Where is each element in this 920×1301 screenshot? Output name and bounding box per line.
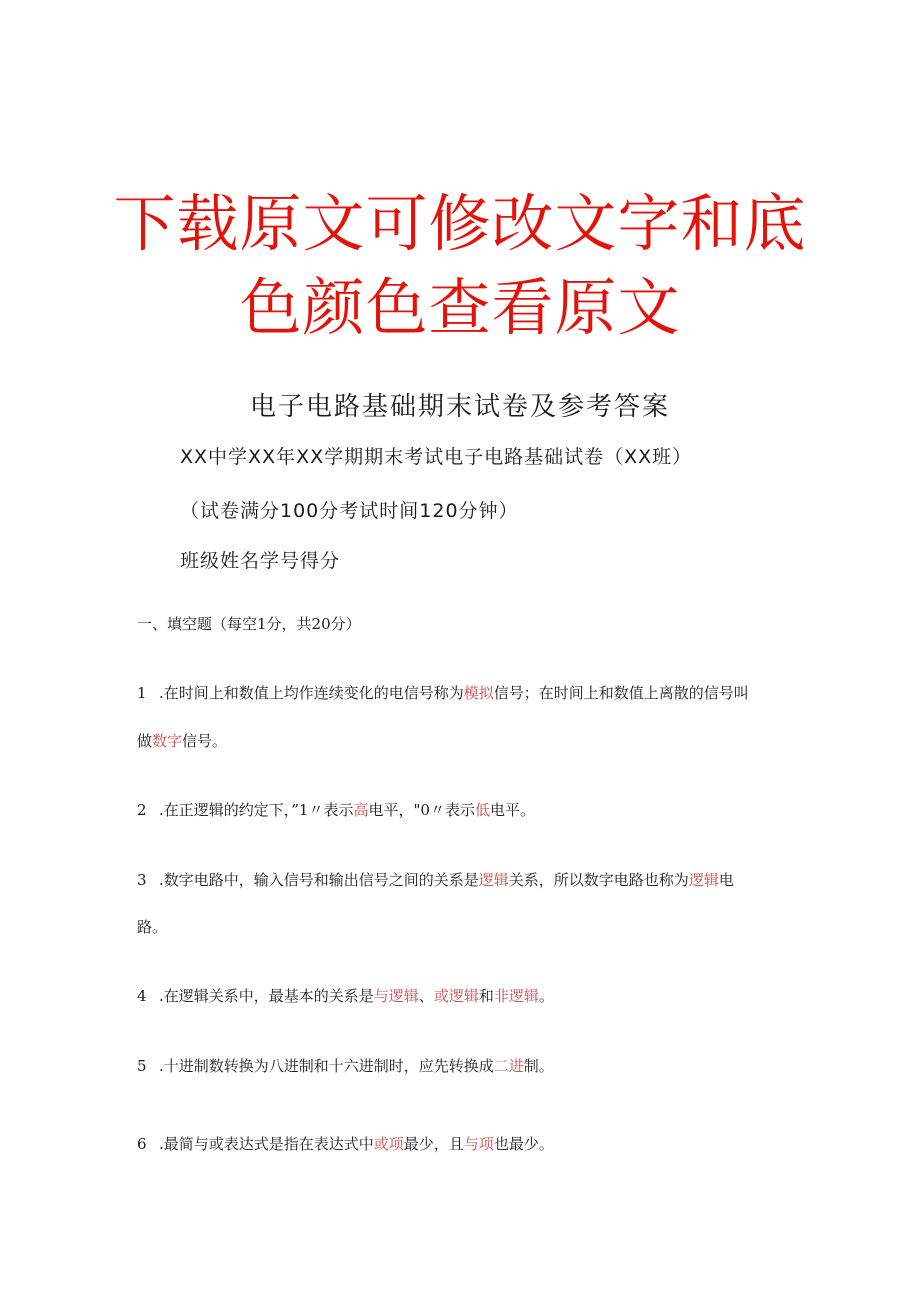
question-number: 3 xyxy=(137,871,147,889)
question-number: 2 xyxy=(137,801,147,819)
question-text: 最少，且 xyxy=(403,1135,464,1153)
answer-text: 二进 xyxy=(493,1057,524,1075)
question-text: 路。 xyxy=(137,918,168,936)
exam-header-line: XX中学XX年XX学期期末考试电子电路基础试卷（XX班） xyxy=(180,446,693,468)
question-text: 信号；在时间上和数值上离散的信号叫 xyxy=(493,684,749,702)
answer-text: 与逻辑 xyxy=(373,987,419,1005)
banner-line-2: 色颜色查看原文 xyxy=(239,271,681,344)
question-text: 也最少。 xyxy=(493,1135,554,1153)
question-3-line-1 xyxy=(137,870,734,890)
question-2 xyxy=(137,800,535,820)
question-text: .在正逻辑的约定下，”1〃表示 xyxy=(159,801,354,819)
exam-score-time-line: （试卷满分100分考试时间120分钟） xyxy=(180,500,519,522)
download-banner xyxy=(0,182,920,350)
question-text: 制。 xyxy=(523,1057,554,1075)
section-title-fill-blank: 一、填空题（每空1分，共20分） xyxy=(137,615,361,633)
document-title: 电子电路基础期末试卷及参考答案 xyxy=(249,392,670,422)
banner-line-1: 下载原文可修改文字和底 xyxy=(113,187,807,260)
question-text: 做 xyxy=(137,732,153,750)
answer-text: 逻辑 xyxy=(478,871,509,889)
answer-text: 逻辑 xyxy=(688,871,719,889)
answer-text: 高 xyxy=(353,801,369,819)
question-1-line-1 xyxy=(137,683,749,703)
question-6 xyxy=(137,1134,554,1154)
question-text: .十进制数转换为八进制和十六进制时，应先转换成 xyxy=(159,1057,494,1075)
answer-text: 或逻辑 xyxy=(433,987,479,1005)
question-text: 电平，"0〃表示 xyxy=(368,801,475,819)
answer-text: 数字 xyxy=(152,732,183,750)
question-5 xyxy=(137,1056,554,1076)
question-number: 1 xyxy=(137,684,147,702)
question-text: 和 xyxy=(478,987,494,1005)
question-text: .数字电路中，输入信号和输出信号之间的关系是 xyxy=(159,871,479,889)
question-number: 4 xyxy=(137,987,147,1005)
question-text: 关系，所以数字电路也称为 xyxy=(508,871,689,889)
student-info-line: 班级姓名学号得分 xyxy=(180,550,341,572)
answer-text: 非逻辑 xyxy=(493,987,539,1005)
answer-text: 模拟 xyxy=(463,684,494,702)
question-3-line-2 xyxy=(137,917,167,937)
question-text: 信号。 xyxy=(182,732,228,750)
question-text: .最简与或表达式是指在表达式中 xyxy=(159,1135,374,1153)
question-4 xyxy=(137,986,554,1006)
question-number: 6 xyxy=(137,1135,147,1153)
question-text: 电平。 xyxy=(489,801,535,819)
question-text: 、 xyxy=(418,987,434,1005)
question-text: 。 xyxy=(538,987,554,1005)
question-1-line-2 xyxy=(137,731,227,751)
question-text: .在时间上和数值上均作连续变化的电信号称为 xyxy=(159,684,464,702)
answer-text: 低 xyxy=(474,801,490,819)
answer-text: 或项 xyxy=(373,1135,404,1153)
question-text: 电 xyxy=(718,871,734,889)
question-number: 5 xyxy=(137,1057,147,1075)
question-text: .在逻辑关系中，最基本的关系是 xyxy=(159,987,374,1005)
answer-text: 与项 xyxy=(463,1135,494,1153)
